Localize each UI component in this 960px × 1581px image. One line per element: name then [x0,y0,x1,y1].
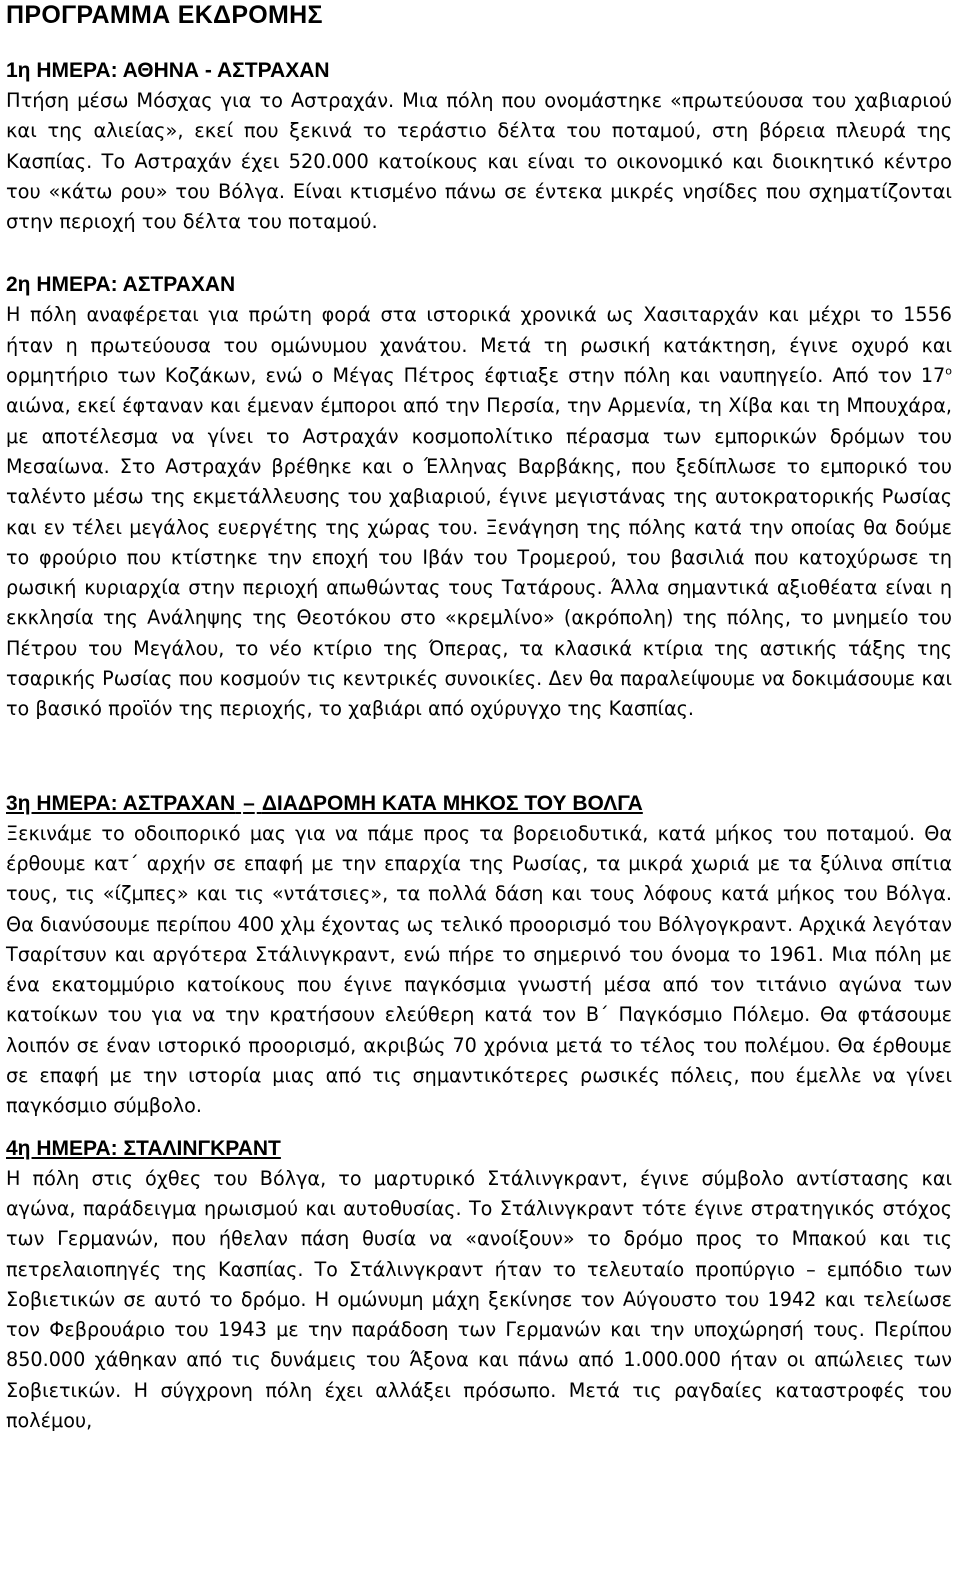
day-2-text-part-1: Η πόλη αναφέρεται για πρώτη φορά στα ιστορικά χρονικά ως Χασιταρχάν και μέχρι το 1556 ήταν η πρωτεύουσα του ομώνυμου χανάτου. Μετά τη ρωσική κατάκτηση, έγινε οχυρό και ορμητήριο των Κοζάκων, ενώ ο Μέγας Πέτρος έφτιαξε στην πόλη και ναυπηγείο. Από τον 17 [6,303,952,388]
day-3-heading [6,789,952,819]
day-2-heading: 2η ΗΜΕΡΑ: ΑΣΤΡΑΧΑΝ [6,273,236,297]
day-4-heading: 4η ΗΜΕΡΑ: ΣΤΑΛΙΝΓΚΡΑΝΤ [6,1136,281,1160]
page-title: ΠΡΟΓΡΑΜΜΑ ΕΚΔΡΟΜΗΣ [6,1,323,29]
day-1-section [6,56,952,237]
day-2-section [6,270,952,724]
day-3-heading-part-2: ΔΙΑΔΡΟΜΗ ΚΑΤΑ ΜΗΚΟΣ ΤΟΥ ΒΟΛΓΑ [261,791,643,815]
day-2-text-part-2: αιώνα, εκεί έφταναν και έμεναν έμποροι από την Περσία, την Αρμενία, τη Χίβα και τη Μπουχάρα, με αποτέλεσμα να γίνει το Αστραχάν κοσμοπολίτικο πέρασμα των εμπορικών δρόμων του Μεσαίωνα. Στο Αστραχάν βρέθηκε και ο Έλληνας Βαρβάκης, που ξεδίπλωσε το εμπορικό του ταλέντο μέσω της εκμετάλλευσης του χαβιαριού, έγινε μεγιστάνας της αυτοκρατορικής Ρωσίας και εν τέλει μεγάλος ευεργέτης της χώρας του. Ξενάγηση της πόλης κατά την οποίας θα δούμε το φρούριο που κτίστηκε την εποχή του Ιβάν του Τρομερού, του βασιλιά που κατοχύρωσε τη ρωσική κυριαρχία στην περιοχή απωθώντας τους Τατάρους. Άλλα σημαντικά αξιοθέατα είναι η εκκλησία της Ανάληψης της Θεοτόκου στο «κρεμλίνο» (ακρόπολη) της πόλης, το μνημείο του Πέτρου του Μεγάλου, το νέο κτίριο της Όπερας, τα κλασικά κτίρια της αστικής τάξης της τσαρικής Ρωσίας που κοσμούν τις κεντρικές συνοικίες. Δεν θα παραλείψουμε να δοκιμάσουμε και το βασικό προϊόν της περιοχής, το χαβιάρι από οχύρυγχο της Κασπίας. [6,394,952,721]
day-1-text: Πτήση μέσω Μόσχας για το Αστραχάν. Μια πόλη που ονομάστηκε «πρωτεύουσα του χαβιαριού και της αλιείας», εκεί που ξεκινά το τεράστιο δέλτα του ποταμού, στη βόρεια πλευρά της Κασπίας. Το Αστραχάν έχει 520.000 κατοίκους και είναι το οικονομικό και διοικητικό κέντρο του «κάτω ρου» του Βόλγα. Είναι κτισμένο πάνω σε έντεκα μικρές νησίδες που σχηματίζονται στην περιοχή του δέλτα του ποταμού. [6,89,952,234]
day-3-heading-dash: – [243,791,255,815]
day-4-text: Η πόλη στις όχθες του Βόλγα, το μαρτυρικό Στάλινγκραντ, έγινε σύμβολο αντίστασης και αγώνα, παράδειγμα ηρωισμού και αυτοθυσίας. Το Στάλινγκραντ τότε έγινε στρατηγικός στόχος των Γερμανών, που ήθελαν πάση θυσία να «ανοίξουν» το δρόμο προς το Μπακού και τις πετρελαιοπηγές της Κασπίας. Το Στάλινγκραντ ήταν το τελευταίο προπύργιο – εμπόδιο των Σοβιετικών σε αυτό το δρόμο. Η ομώνυμη μάχη ξεκίνησε τον Αύγουστο του 1942 και τελείωσε τον Φεβρουάριο του 1943 με την παράδοση των Γερμανών και την υποχώρησή τους. Περίπου 850.000 χάθηκαν από τις δυνάμεις του Άξονα και πάνω από 1.000.000 ήταν οι απώλειες των Σοβιετικών. Η σύγχρονη πόλη έχει αλλάξει πρόσωπο. Μετά τις ραγδαίες καταστροφές του πολέμου, [6,1166,952,1432]
ordinal-superscript: ο [945,364,952,378]
day-3-section [6,789,952,1122]
day-2-text [6,300,952,724]
day-3-heading-part-1: 3η ΗΜΕΡΑ: ΑΣΤΡΑΧΑΝ [6,791,236,815]
day-4-section [6,1134,952,1437]
day-1-heading: 1η ΗΜΕΡΑ: ΑΘΗΝΑ - ΑΣΤΡΑΧΑΝ [6,59,330,82]
day-3-text: Ξεκινάμε το οδοιπορικό μας για να πάμε προς τα βορειοδυτικά, κατά μήκος του ποταμού. Θα έρθουμε κατ΄ αρχήν σε επαφή με την επαρχία της Ρωσίας, τα μικρά χωριά με τα ξύλινα σπίτια τους, τις «ίζμπες» και τις «ντάτσιες», τα πολλά δάση και τους λόφους κατά μήκος του Βόλγα. Θα διανύσουμε περίπου 400 χλμ έχοντας ως τελικό προορισμό του Βόλγογκραντ. Αρχικά λεγόταν Τσαρίτσυν και αργότερα Στάλινγκραντ, ενώ πήρε το σημερινό του όνομα το 1961. Μια πόλη με ένα εκατομμύριο κατοίκους που έγινε παγκόσμια γνωστή μέσα από τον τιτάνιο αγώνα των κατοίκων του για να την κρατήσουν ελεύθερη κατά τον Β΄ Παγκόσμιο Πόλεμο. Θα φτάσουμε λοιπόν σε έναν ιστορικό προορισμό, ακριβώς 70 χρόνια μετά το τέλος του πολέμου. Θα έρθουμε σε επαφή με την ιστορία μιας από τις σημαντικότερες ρωσικές πόλεις, που έμελλε να γίνει παγκόσμιο σύμβολο. [6,821,952,1118]
